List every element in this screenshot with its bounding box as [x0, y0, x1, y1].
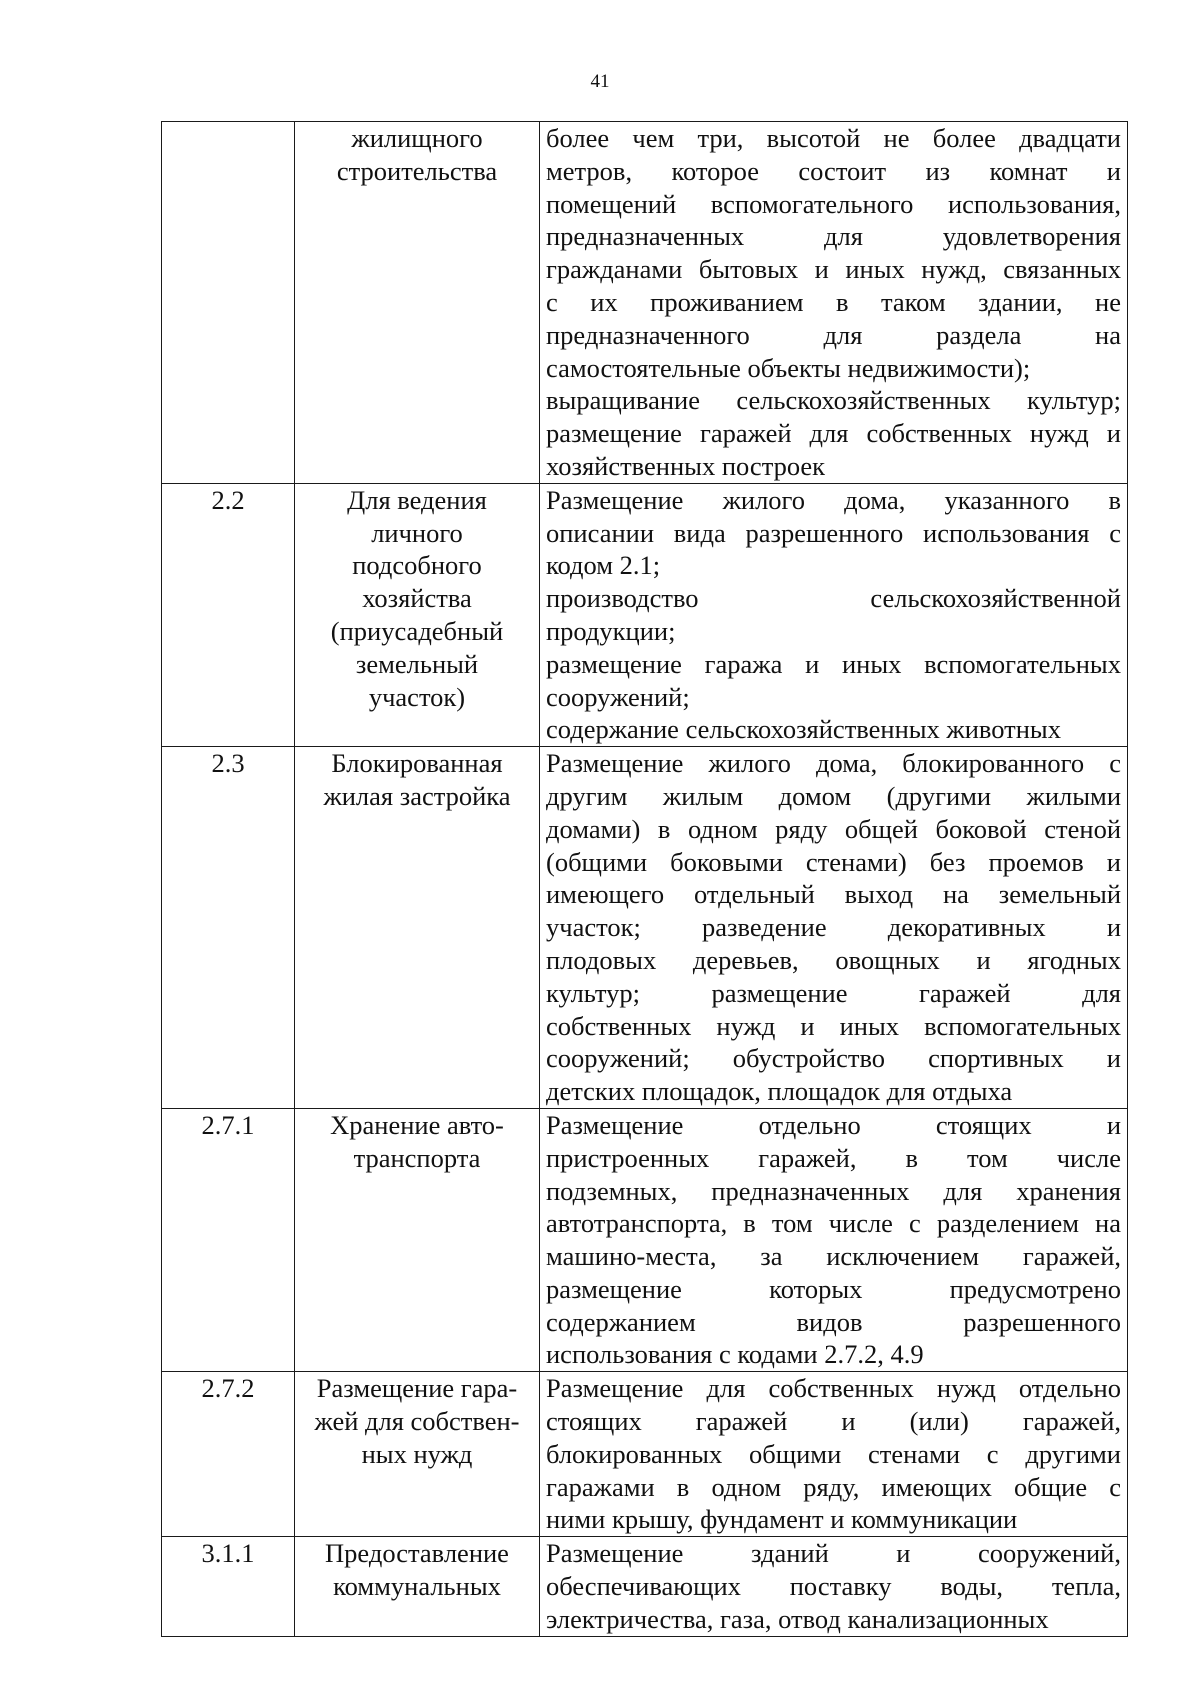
- description-line: содержание сельскохозяйственных животных: [546, 714, 1061, 745]
- description-line: помещений вспомогательного использования,: [546, 188, 1121, 219]
- permitted-use-table: [161, 121, 1128, 1637]
- table-row: [162, 1108, 1128, 1371]
- description-line: размещение которых предусмотрено: [546, 1273, 1121, 1304]
- description-line: другим жилым домом (другими жилыми: [546, 780, 1121, 811]
- use-name-line: Хранение авто-: [330, 1109, 504, 1140]
- cell-code: [162, 122, 295, 484]
- description-line: культур; размещение гаражей для: [546, 977, 1121, 1008]
- use-name-line: Для ведения: [347, 484, 487, 515]
- cell-code: 2.7.1: [162, 1108, 295, 1371]
- use-name-line: жей для собствен-: [314, 1406, 520, 1437]
- cell-description: [540, 1537, 1128, 1636]
- cell-use-name: [295, 1537, 540, 1636]
- use-name-line: транспорта: [353, 1142, 481, 1173]
- cell-use-name: [295, 122, 540, 484]
- description-line: сооружений; обустройство спортивных и: [546, 1043, 1121, 1074]
- description-line: имеющего отдельный выход на земельный: [546, 879, 1121, 910]
- use-name-line: Предоставление: [325, 1538, 509, 1569]
- use-name-line: жилищного: [351, 123, 483, 153]
- use-name-line: строительства: [336, 155, 498, 186]
- cell-code: 3.1.1: [162, 1537, 295, 1636]
- description-line: более чем три, высотой не более двадцати: [546, 123, 1121, 153]
- use-name-line: жилая застройка: [323, 780, 511, 811]
- table-row: [162, 122, 1128, 484]
- description-line: кодом 2.1;: [546, 550, 661, 581]
- use-name-line: подсобного: [352, 550, 482, 581]
- cell-description: [540, 747, 1128, 1109]
- description-line: собственных нужд и иных вспомогательных: [546, 1010, 1121, 1041]
- description-line: блокированных общими стенами с другими: [546, 1438, 1121, 1469]
- description-line: продукции;: [546, 615, 676, 646]
- description-line: предназначенных для удовлетворения: [546, 221, 1121, 252]
- table-row: [162, 1537, 1128, 1636]
- description-line: гаражами в одном ряду, имеющих общие с: [546, 1471, 1121, 1502]
- cell-use-name: [295, 483, 540, 746]
- table-row: [162, 747, 1128, 1109]
- description-line: производство сельскохозяйственной: [546, 583, 1121, 614]
- description-line: (общими боковыми стенами) без проемов и: [546, 846, 1121, 877]
- cell-description: [540, 122, 1128, 484]
- description-line: домами) в одном ряду общей боковой стеной: [546, 813, 1121, 844]
- cell-code: 2.3: [162, 747, 295, 1109]
- cell-use-name: [295, 1108, 540, 1371]
- description-line: Размещение жилого дома, указанного в: [546, 484, 1121, 515]
- use-name-line: коммунальных: [333, 1571, 501, 1602]
- description-line: использования с кодами 2.7.2, 4.9: [546, 1339, 924, 1370]
- cell-use-name: [295, 747, 540, 1109]
- description-line: с их проживанием в таком здании, не: [546, 286, 1121, 317]
- table-row: [162, 483, 1128, 746]
- description-line: Размещение отдельно стоящих и: [546, 1109, 1121, 1140]
- description-line: самостоятельные объекты недвижимости);: [546, 352, 1031, 383]
- description-line: предназначенного для раздела на: [546, 319, 1121, 350]
- description-line: детских площадок, площадок для отдыха: [546, 1076, 1013, 1107]
- description-line: Размещение жилого дома, блокированного с: [546, 748, 1121, 779]
- cell-use-name: [295, 1372, 540, 1537]
- description-line: выращивание сельскохозяйственных культур;: [546, 385, 1121, 416]
- description-line: гражданами бытовых и иных нужд, связанных: [546, 254, 1121, 285]
- use-name-line: участок): [368, 681, 466, 712]
- use-name-line: (приусадебный: [330, 615, 504, 646]
- use-name-line: Блокированная: [331, 748, 503, 779]
- description-line: стоящих гаражей и (или) гаражей,: [546, 1406, 1121, 1437]
- use-name-line: личного: [371, 517, 463, 548]
- description-line: описании вида разрешенного использования с: [546, 517, 1121, 548]
- description-line: обеспечивающих поставку воды, тепла,: [546, 1571, 1121, 1602]
- description-line: сооружений;: [546, 681, 690, 712]
- description-line: пристроенных гаражей, в том числе: [546, 1142, 1121, 1173]
- cell-description: [540, 1108, 1128, 1371]
- description-line: плодовых деревьев, овощных и ягодных: [546, 944, 1121, 975]
- description-line: автотранспорта, в том числе с разделением на: [546, 1208, 1121, 1239]
- description-line: размещение гаражей для собственных нужд и: [546, 418, 1121, 449]
- page-number: 41: [590, 71, 610, 92]
- use-name-line: Размещение гара-: [316, 1373, 518, 1404]
- cell-description: [540, 483, 1128, 746]
- table-body: [162, 122, 1128, 1637]
- description-line: электричества, газа, отвод канализационных: [546, 1603, 1049, 1634]
- description-line: подземных, предназначенных для хранения: [546, 1175, 1121, 1206]
- table-row: [162, 1372, 1128, 1537]
- cell-code: 2.2: [162, 483, 295, 746]
- description-line: участок; разведение декоративных и: [546, 912, 1121, 943]
- description-line: машино-места, за исключением гаражей,: [546, 1241, 1121, 1272]
- description-line: хозяйственных построек: [546, 450, 826, 481]
- use-name-line: хозяйства: [362, 583, 472, 614]
- cell-description: [540, 1372, 1128, 1537]
- description-line: Размещение для собственных нужд отдельно: [546, 1373, 1121, 1404]
- use-name-line: земельный: [355, 648, 479, 679]
- use-name-line: ных нужд: [361, 1438, 473, 1469]
- description-line: ними крышу, фундамент и коммуникации: [546, 1504, 1018, 1535]
- description-line: размещение гаража и иных вспомогательных: [546, 648, 1121, 679]
- description-line: содержанием видов разрешенного: [546, 1306, 1121, 1337]
- cell-code: 2.7.2: [162, 1372, 295, 1537]
- description-line: метров, которое состоит из комнат и: [546, 155, 1121, 186]
- description-line: Размещение зданий и сооружений,: [546, 1538, 1121, 1569]
